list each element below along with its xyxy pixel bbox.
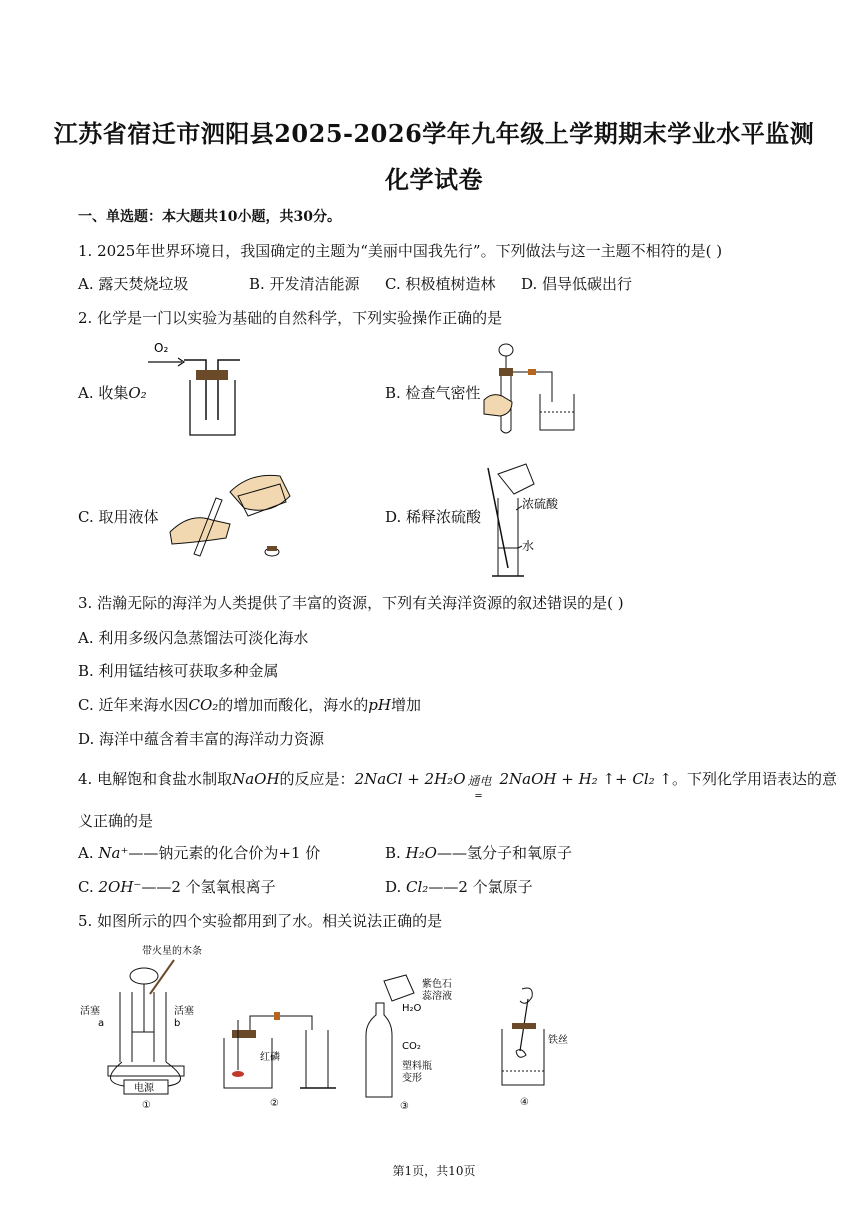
label-stopcock-left: 活塞 [80, 1006, 100, 1017]
q4-option-d [385, 876, 533, 897]
q4-equation-products: 2NaOH + H₂ ↑+ Cl₂ ↑ [499, 770, 672, 788]
figure-iron-wire [492, 985, 602, 1110]
q1-option-a: A. 露天焚烧垃圾 [78, 275, 189, 293]
question-5-stem: 5. 如图所示的四个实验都用到了水。相关说法正确的是 [78, 912, 443, 930]
q2-option-d: D. 稀释浓硫酸 [385, 508, 482, 526]
q4-option-d-text: ——2 个氯原子 [428, 878, 533, 896]
q4-option-b-text: ——氢分子和氧原子 [436, 844, 572, 862]
q3-option-c-text-2: 的增加而酸化，海水的 [218, 696, 369, 714]
q4-option-c-letter: C. [78, 878, 99, 896]
label-co2: CO₂ [402, 1041, 421, 1052]
label-water-h2o: H₂O [402, 1003, 422, 1014]
label-plastic-bottle: 塑料瓶 [402, 1061, 432, 1072]
label-red-phosphorus: 红磷 [260, 1052, 280, 1063]
figure-dilute-sulfuric-acid [478, 458, 588, 583]
q4-option-b-letter: B. [385, 844, 406, 862]
q4-option-a-text: ——钠元素的化合价为+1 价 [128, 844, 321, 862]
q4-stem-text-2: 的反应是： [279, 770, 355, 788]
q4-stem-formula: NaOH [232, 770, 280, 788]
q2-option-a [78, 382, 147, 403]
q4-option-b-formula: H₂O [405, 844, 437, 862]
label-a: a [98, 1018, 105, 1029]
figure-4-number: ④ [520, 1097, 529, 1108]
q3-option-b: B. 利用锰结核可获取多种金属 [78, 662, 279, 680]
label-stopcock-right: 活塞 [174, 1006, 194, 1017]
question-4-stem: 4. 电解饱和食盐水制取NaOH的反应是：2NaCl + 2H₂O 通电 ═ 2NaOH + H₂ ↑+ Cl₂ ↑。下列化学用语表达的意 [78, 770, 838, 802]
question-3-stem: 3. 浩瀚无际的海洋为人类提供了丰富的资源，下列有关海洋资源的叙述错误的是( ) [78, 594, 624, 612]
q3-option-c-text-3: 增加 [390, 696, 421, 714]
q3-option-c-formula-2: pH [368, 696, 391, 714]
document-title: 江苏省宿迁市泗阳县2025-2026学年九年级上学期期末学业水平监测 [53, 119, 815, 148]
q3-option-d: D. 海洋中蕴含着丰富的海洋动力资源 [78, 730, 325, 748]
label-b: b [174, 1018, 181, 1029]
label-iron-wire: 铁丝 [548, 1035, 568, 1046]
label-water: 水 [522, 539, 535, 553]
label-power-supply: 电源 [134, 1083, 154, 1094]
q4-option-a-formula: Na⁺ [98, 844, 129, 862]
q3-option-c-formula-1: CO₂ [188, 696, 219, 714]
figure-1-number: ① [142, 1100, 151, 1111]
q1-option-c: C. 积极植树造林 [385, 275, 496, 293]
q2-option-a-text: A. 收集 [78, 384, 129, 402]
q3-option-c [78, 694, 421, 715]
figure-collect-oxygen [140, 340, 260, 440]
q4-option-c-text: ——2 个氢氧根离子 [141, 878, 276, 896]
section-heading: 一、单选题：本大题共10小题，共30分。 [78, 209, 341, 225]
q4-stem-text-1: 4. 电解饱和食盐水制取 [78, 770, 233, 788]
q4-equation-reactants: 2NaCl + 2H₂O [354, 770, 466, 788]
document-subtitle: 化学试卷 [385, 165, 483, 194]
question-2-stem: 2. 化学是一门以实验为基础的自然科学，下列实验操作正确的是 [78, 309, 503, 327]
label-concentrated-acid: 浓硫酸 [522, 497, 559, 511]
label-litmus-2: 蕊溶液 [422, 991, 452, 1002]
label-glowing-splint: 带火星的木条 [142, 946, 202, 957]
question-1-stem: 1. 2025年世界环境日，我国确定的主题为“美丽中国我先行”。下列做法与这一主题不相符的是( ) [78, 242, 723, 260]
q1-option-d: D. 倡导低碳出行 [521, 275, 633, 293]
label-litmus-1: 紫色石 [422, 979, 452, 990]
q4-option-d-letter: D. [385, 878, 407, 896]
q2-option-a-formula: O₂ [128, 384, 147, 402]
page-footer: 第1页，共10页 [392, 1164, 476, 1178]
figure-2-number: ② [270, 1098, 279, 1109]
q4-option-a [78, 842, 320, 863]
q4-option-a-letter: A. [78, 844, 99, 862]
q3-option-a: A. 利用多级闪急蒸馏法可淡化海水 [78, 629, 309, 647]
q2-option-c: C. 取用液体 [78, 508, 159, 526]
q2-option-b: B. 检查气密性 [385, 384, 481, 402]
oxygen-arrow-label: O₂ [154, 341, 169, 355]
figure-water-electrolysis [78, 942, 218, 1112]
q4-option-c [78, 876, 276, 897]
figure-3-number: ③ [400, 1101, 409, 1112]
q4-option-c-formula: 2OH⁻ [98, 878, 142, 896]
q4-stem-line-2: 义正确的是 [78, 812, 154, 830]
q4-stem-text-3: 。下列化学用语表达的意 [672, 770, 838, 788]
q4-option-d-formula: Cl₂ [406, 878, 429, 896]
figure-check-airtightness [482, 342, 592, 437]
q4-option-b [385, 842, 572, 863]
q1-option-b: B. 开发清洁能源 [249, 275, 360, 293]
q4-equation-condition: 通电 [467, 774, 492, 788]
figure-red-phosphorus [212, 1000, 352, 1110]
label-deformed: 变形 [402, 1073, 422, 1084]
figure-co2-plastic-bottle [362, 975, 482, 1113]
q3-option-c-text-1: C. 近年来海水因 [78, 696, 189, 714]
figure-take-liquid [160, 462, 310, 562]
